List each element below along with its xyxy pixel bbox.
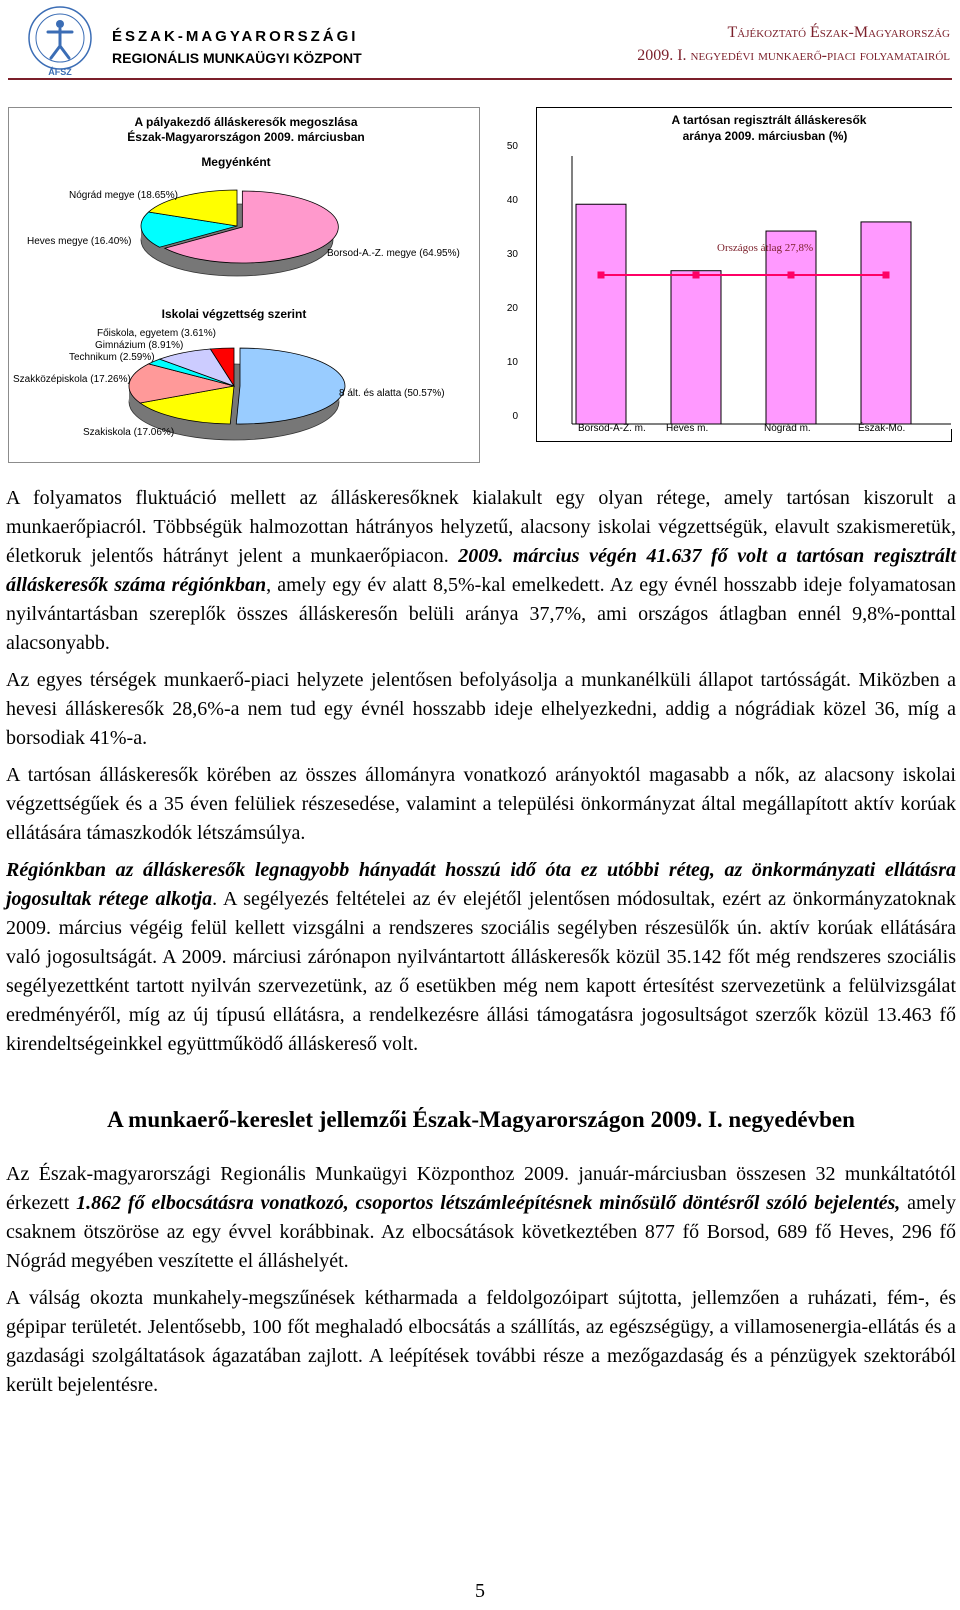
pie-subtitle-school: Iskolai végzettség szerint bbox=[161, 307, 307, 321]
p5-text-c: amely csaknem ötszöröse az egy évvel korábbinak. Az elbocsátások következtében 877 fő Borsod, 689 fő Heves, 296 fő Nógrád megyében veszítette el álláshelyét. bbox=[6, 1192, 956, 1272]
average-marker-1 bbox=[693, 271, 700, 278]
pie-charts-svg bbox=[9, 108, 481, 464]
paragraph-6: A válság okozta munkahely-megszűnések kétharmada a feldolgozóipart sújtotta, jellemzően a ruházati, fém-, és gépipar területét. Jelentősebb, 100 főt meghaladó elbocsátás a szállítás, az egészségügy, a villamosenergia-ellátás és a gazdasági szolgáltatások ágazatában zajlott. A leépítések további része a mezőgazdaság és a pénzügyek szektorából került bejelentésre. bbox=[6, 1287, 956, 1396]
y-tick-50: 50 bbox=[506, 141, 518, 152]
pie-title-line1: A pályakezdő álláskeresők megoszlása bbox=[134, 115, 358, 129]
logo-text: ÁFSZ bbox=[48, 67, 72, 77]
paragraph-4 bbox=[6, 856, 956, 1059]
bar-title-line2: aránya 2009. márciusban (%) bbox=[682, 129, 848, 143]
doc-title-line1: Tájékoztató Észak-Magyarország bbox=[727, 24, 950, 41]
y-tick-20: 20 bbox=[506, 303, 518, 314]
doc-title-line2: 2009. I. negyedévi munkaerő-piaci folyamatairól bbox=[637, 47, 950, 64]
pie2-label-technikum: Technikum (2.59%) bbox=[69, 352, 155, 363]
header-rule bbox=[8, 78, 952, 80]
pie2-label-szakiskola: Szakiskola (17.06%) bbox=[83, 427, 175, 438]
average-marker-0 bbox=[598, 271, 605, 278]
p1-text-emphasis: 2009. március végén 41.637 fő volt a tartósan regisztrált álláskeresők száma régiónkban bbox=[6, 545, 957, 596]
average-marker-2 bbox=[788, 271, 795, 278]
bar-2 bbox=[766, 231, 816, 424]
org-name-line1: ÉSZAK-MAGYARORSZÁGI bbox=[112, 28, 359, 45]
page-number: 5 bbox=[475, 1580, 485, 1602]
bar-0 bbox=[576, 204, 626, 424]
pie2-label-szakkozep: Szakközépiskola (17.26%) bbox=[13, 374, 131, 385]
p1-text-c: , amely egy év alatt 8,5%-kal emelkedett. Az egy évnél hosszabb ideje folyamatosan nyilvántartásban szereplők összes álláskeresőn belüli aránya 37,7%, ami országos átlagban ennél 9,8%-ponttal alacsonyabb. bbox=[6, 574, 956, 654]
paragraph-2: Az egyes térségek munkaerő-piaci helyzete jelentősen befolyásolja a munkanélküli állapot tartósságát. Miközben a hevesi álláskeresők 28,6%-a nem tud egy évnél hosszabb ideje elhelyezkedni, addig a nógrádiak közel 36, míg a borsodiak 41%-a. bbox=[6, 669, 956, 749]
section-heading: A munkaerő-kereslet jellemzői Észak-Magyarországon 2009. I. negyedévben bbox=[107, 1107, 855, 1132]
bar-3 bbox=[861, 222, 911, 424]
bar-chart-panel bbox=[536, 107, 952, 442]
p5-text-emphasis: 1.862 fő elbocsátásra vonatkozó, csoportos létszámleépítésnek minősülő döntésről szóló bejelentés, bbox=[76, 1192, 901, 1214]
p4-text-b: . A segélyezés feltételei az év elejétől jelentősen módosultak, ezért az önkormányzatoknak 2009. március végéig felül kellett vizsgálni a rendszeres szociális segélyben részesülők ún. aktív korúak ellátására való jogosultságát. A 2009. márciusi zárónapon nyilvántartott álláskeresők közül 35.142 főt még rendszeres szociális segélyezettként tartott nyilván szervezetünk, az ő esetükben még nem kapott értesítést szervezetünk a felülvizsgálat eredményéről, míg az új típusú ellátásra, a rendelkezésre állási támogatásra jogosultságot szerzők közül 13.463 fő kirendeltségeinkkel együttműködő álláskereső volt. bbox=[6, 888, 956, 1055]
page-header bbox=[0, 0, 960, 80]
pie1-label-nograd: Nógrád megye (18.65%) bbox=[69, 190, 178, 201]
pie2-label-foiskola: Főiskola, egyetem (3.61%) bbox=[97, 328, 216, 339]
bar-chart-svg bbox=[537, 108, 953, 443]
bar-1 bbox=[671, 271, 721, 424]
pie2-label-gimnazium: Gimnázium (8.91%) bbox=[95, 340, 184, 351]
x-label-borsod: Borsod-A-Z. m. bbox=[578, 423, 646, 434]
pie2-label-8alt: 8 ált. és alatta (50.57%) bbox=[339, 388, 445, 399]
document-body bbox=[6, 484, 956, 1408]
paragraph-5 bbox=[6, 1160, 956, 1276]
bar-title-line1: A tartósan regisztrált álláskeresők bbox=[671, 113, 867, 127]
paragraph-3: A tartósan álláskeresők körében az összes állományra vonatkozó arányoktól magasabb a nők, az alacsony iskolai végzettségűek és a 35 éven felüliek részesedése, valamint a települési önkormányzat által megállapított aktív korúak ellátására támaszkodók létszámsúlya. bbox=[6, 764, 956, 844]
county-pie bbox=[141, 190, 338, 276]
p1-text-a: A folyamatos fluktuáció mellett az álláskeresőknek kialakult egy olyan rétege, amely tartósan kiszorult a munkaerőpiacról. Többségük halmozottan hátrányos helyzetű, alacsony iskolai végzettségük, elavult szakismeretük, életkoruk jelentős hátrányt jelent a munkaerőpiacon. bbox=[6, 487, 956, 567]
pie1-label-heves: Heves megye (16.40%) bbox=[27, 236, 132, 247]
pie-title-line2: Észak-Magyarországon 2009. márciusban bbox=[127, 130, 365, 144]
x-label-eszakmo: Észak-Mo. bbox=[858, 423, 906, 434]
y-tick-40: 40 bbox=[506, 195, 518, 206]
p5-text-a: Az Észak-magyarországi Regionális Munkaügyi Központhoz 2009. január-márciusban összesen 32 munkáltatótól érkezett bbox=[6, 1163, 956, 1214]
x-label-heves: Heves m. bbox=[666, 423, 709, 434]
charts-area bbox=[8, 97, 952, 463]
org-name-line2: REGIONÁLIS MUNKAÜGYI KÖZPONT bbox=[112, 50, 362, 66]
y-tick-10: 10 bbox=[506, 357, 518, 368]
pie-subtitle-county: Megyénként bbox=[201, 155, 271, 169]
average-marker-3 bbox=[883, 271, 890, 278]
pie1-label-borsod: Borsod-A.-Z. megye (64.95%) bbox=[327, 248, 460, 259]
y-tick-0: 0 bbox=[512, 411, 518, 422]
p4-text-emphasis: Régiónkban az álláskeresők legnagyobb hányadát hosszú idő óta ez utóbbi réteg, az önkormányzati ellátásra jogosultak rétege alkotja bbox=[6, 859, 956, 910]
pie-chart-panel bbox=[8, 107, 480, 463]
y-tick-30: 30 bbox=[506, 249, 518, 260]
bar-x-axis-svg bbox=[536, 417, 952, 439]
bar-y-axis-svg bbox=[478, 97, 538, 463]
paragraph-1 bbox=[6, 484, 956, 658]
average-label: Országos átlag 27,8% bbox=[717, 242, 814, 254]
afsz-logo-icon bbox=[20, 4, 100, 78]
x-label-nograd: Nógrád m. bbox=[764, 423, 811, 434]
